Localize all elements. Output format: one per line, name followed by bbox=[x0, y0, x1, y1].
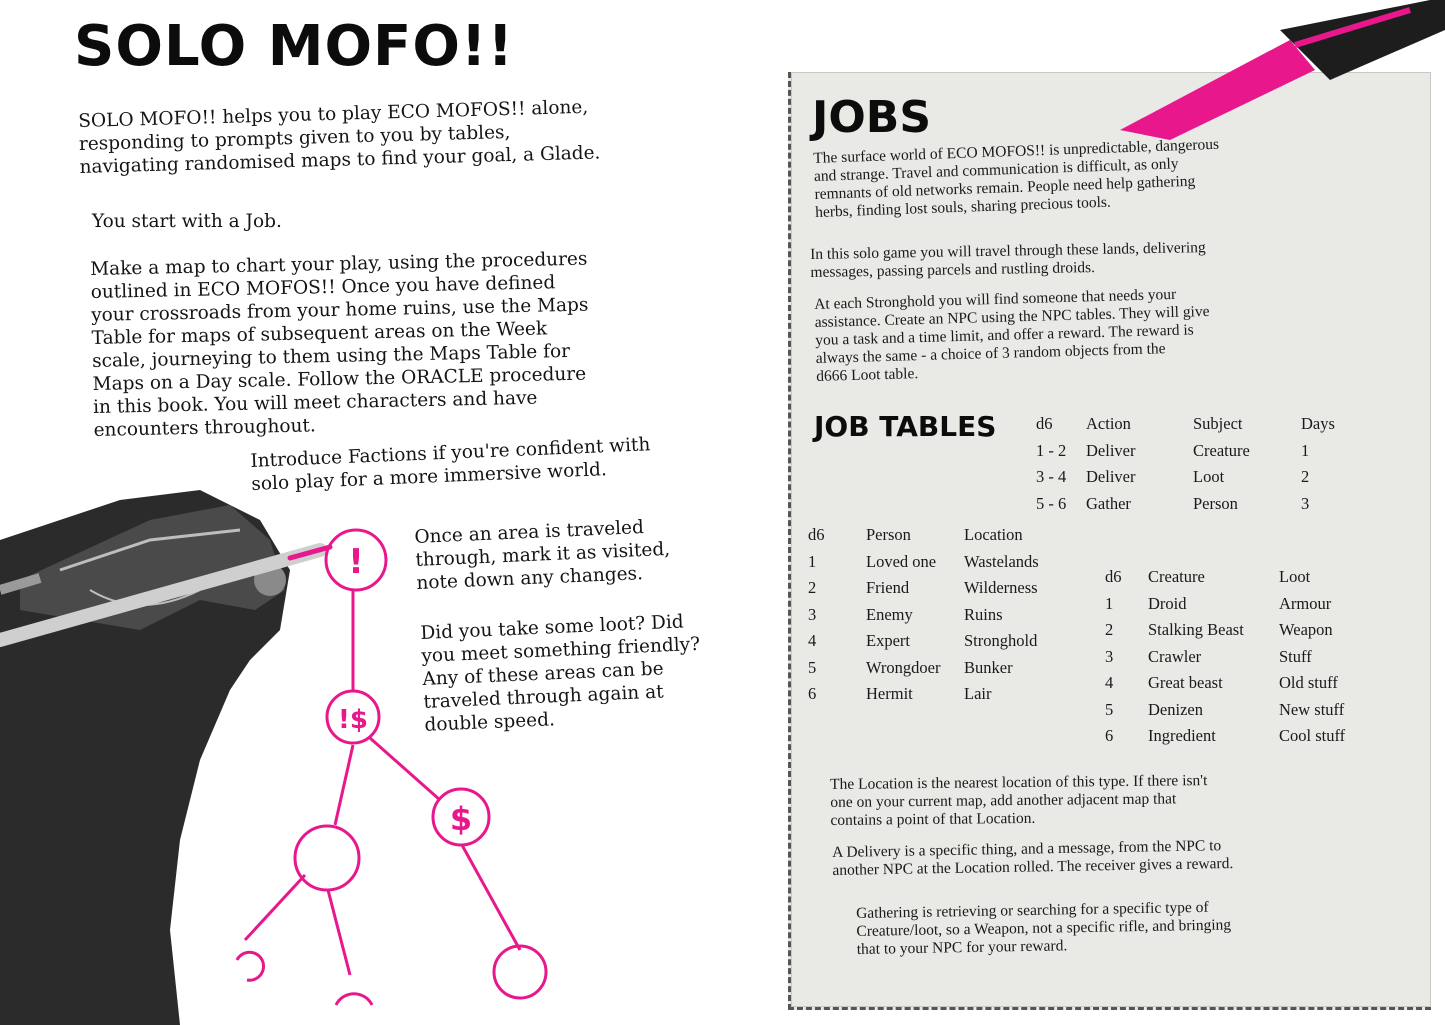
page-title: SOLO MOFO!! bbox=[74, 14, 514, 79]
table-cell: Deliver bbox=[1086, 467, 1136, 487]
delivery-paragraph: A Delivery is a specific thing, and a message, from the NPC to another NPC at the Location rolled. The receiver gives a reward. bbox=[832, 837, 1234, 879]
table-cell: 2 bbox=[1105, 620, 1114, 640]
jobs-intro-paragraph: The surface world of ECO MOFOS!! is unpredictable, dangerous and strange. Travel and communication is difficult, as only remnants of old networks remain. People need help gathering herbs, finding lost souls, sharing precious tools. bbox=[813, 135, 1220, 221]
table-row bbox=[1036, 438, 1351, 465]
hand-drawing-illustration bbox=[0, 460, 600, 1025]
table-row bbox=[808, 602, 1064, 629]
table-cell: Wastelands bbox=[964, 551, 1039, 571]
table-cell: 5 bbox=[808, 657, 817, 677]
loot-paragraph: Did you take some loot? Did you meet something friendly? Any of these areas can be traveled through again at double speed. bbox=[420, 611, 701, 736]
action-table bbox=[1036, 411, 1351, 517]
table-cell: Crawler bbox=[1148, 646, 1202, 666]
table-cell: 5 bbox=[1105, 699, 1114, 719]
intro-paragraph: SOLO MOFO!! helps you to play ECO MOFOS!! alone, responding to prompts given to you by tables, navigating randomised maps to find your goal, a Glade. bbox=[78, 96, 601, 178]
factions-paragraph: Introduce Factions if you're confident with solo play for a more immersive world. bbox=[250, 434, 651, 495]
job-tables-title: JOB TABLES bbox=[814, 410, 997, 443]
table-header-row bbox=[1036, 411, 1351, 438]
table-cell: Cool stuff bbox=[1279, 726, 1346, 746]
map-paragraph: Make a map to chart your play, using the procedures outlined in ECO MOFOS!! Once you have defined your crossroads from your home ruins, use the Maps Table for maps of subsequent areas on the Week scale, journeying to them using the Maps Table for Maps on a Day scale. Follow the ORACLE procedure in this book. You will meet characters and have encounters throughout. bbox=[90, 248, 589, 441]
table-cell: Person bbox=[1193, 493, 1238, 513]
table-header-row bbox=[808, 522, 1064, 549]
table-cell: 3 bbox=[1301, 493, 1310, 513]
table-cell: 1 bbox=[1301, 440, 1310, 460]
table-cell: 1 bbox=[1105, 593, 1114, 613]
table-cell: Creature bbox=[1193, 440, 1250, 460]
table-header: Days bbox=[1301, 414, 1335, 434]
table-header-row bbox=[1105, 564, 1369, 591]
table-cell: Armour bbox=[1279, 593, 1332, 613]
map-node bbox=[295, 826, 359, 890]
table-cell: Loved one bbox=[866, 551, 937, 571]
table-cell: Bunker bbox=[964, 657, 1013, 677]
right-page bbox=[760, 0, 1445, 1025]
map-node bbox=[237, 952, 264, 980]
table-cell: Stronghold bbox=[964, 631, 1038, 651]
gathering-paragraph: Gathering is retrieving or searching for a specific type of Creature/loot, so a Weapon, not a specific rifle, and bringing that to your NPC for your reward. bbox=[856, 898, 1232, 958]
table-header: Location bbox=[964, 525, 1023, 545]
table-cell: 2 bbox=[1301, 467, 1310, 487]
table-header: d6 bbox=[1105, 567, 1122, 587]
table-cell: 3 bbox=[1105, 646, 1114, 666]
table-cell: 4 bbox=[808, 631, 817, 651]
table-header: Loot bbox=[1279, 567, 1311, 587]
table-cell: Deliver bbox=[1086, 440, 1136, 460]
table-header: d6 bbox=[808, 525, 825, 545]
table-row bbox=[808, 681, 1064, 708]
table-header: Subject bbox=[1193, 414, 1243, 434]
table-header: Creature bbox=[1148, 567, 1205, 587]
table-cell: 3 bbox=[808, 604, 817, 624]
table-cell: Wrongdoer bbox=[866, 657, 941, 677]
table-cell: 6 bbox=[1105, 726, 1114, 746]
knife-icon bbox=[1110, 0, 1445, 150]
table-row bbox=[1105, 617, 1369, 644]
table-cell: Friend bbox=[866, 578, 910, 598]
table-cell: 6 bbox=[808, 684, 817, 704]
table-cell: 1 - 2 bbox=[1036, 440, 1067, 460]
table-cell: Denizen bbox=[1148, 699, 1203, 719]
person-table bbox=[808, 522, 1064, 708]
solo-game-paragraph: In this solo game you will travel through these lands, delivering messages, passing parcels and rustling droids. bbox=[810, 239, 1206, 281]
map-node-label: $ bbox=[449, 800, 473, 838]
table-row bbox=[1105, 644, 1369, 671]
table-row bbox=[1105, 697, 1369, 724]
table-cell: 3 - 4 bbox=[1036, 467, 1067, 487]
table-cell: Lair bbox=[964, 684, 992, 704]
table-cell: Hermit bbox=[866, 684, 913, 704]
table-cell: 5 - 6 bbox=[1036, 493, 1067, 513]
table-row bbox=[1036, 464, 1351, 491]
job-paragraph: You start with a Job. bbox=[92, 211, 282, 232]
table-cell: Ingredient bbox=[1148, 726, 1216, 746]
jobs-title: JOBS bbox=[812, 92, 932, 143]
table-cell: Stalking Beast bbox=[1148, 620, 1244, 640]
table-cell: Ruins bbox=[964, 604, 1003, 624]
table-cell: New stuff bbox=[1279, 699, 1345, 719]
table-cell: 1 bbox=[808, 551, 817, 571]
table-cell: Stuff bbox=[1279, 646, 1312, 666]
map-node-label: !$ bbox=[338, 705, 368, 735]
table-row bbox=[1105, 591, 1369, 618]
table-row bbox=[808, 655, 1064, 682]
table-row bbox=[1036, 491, 1351, 518]
table-row bbox=[1105, 723, 1369, 750]
visited-paragraph: Once an area is traveled through, mark it as visited, note down any changes. bbox=[414, 516, 671, 594]
table-cell: Expert bbox=[866, 631, 910, 651]
stronghold-paragraph: At each Stronghold you will find someone that needs your assistance. Create an NPC using the NPC tables. They will give you a task and a time limit, and offer a reward. The reward is always the same - a choice of 3 random objects from the d666 Loot table. bbox=[814, 285, 1210, 385]
table-cell: Great beast bbox=[1148, 673, 1223, 693]
table-cell: Enemy bbox=[866, 604, 913, 624]
map-node bbox=[494, 946, 546, 998]
table-cell: Wilderness bbox=[964, 578, 1038, 598]
location-paragraph: The Location is the nearest location of this type. If there isn't one on your current map, add another adjacent map that contains a point of that Location. bbox=[830, 772, 1208, 829]
table-cell: Loot bbox=[1193, 467, 1225, 487]
table-cell: Gather bbox=[1086, 493, 1131, 513]
table-header: Action bbox=[1086, 414, 1131, 434]
table-row bbox=[808, 575, 1064, 602]
table-cell: 2 bbox=[808, 578, 817, 598]
table-cell: 4 bbox=[1105, 673, 1114, 693]
table-row bbox=[808, 549, 1064, 576]
map-node-label: ! bbox=[348, 542, 364, 582]
table-row bbox=[1105, 670, 1369, 697]
table-header: Person bbox=[866, 525, 911, 545]
table-cell: Weapon bbox=[1279, 620, 1333, 640]
table-header: d6 bbox=[1036, 414, 1053, 434]
table-cell: Droid bbox=[1148, 593, 1187, 613]
map-node bbox=[336, 994, 372, 1005]
table-row bbox=[808, 628, 1064, 655]
table-cell: Old stuff bbox=[1279, 673, 1338, 693]
creature-table bbox=[1105, 564, 1369, 750]
